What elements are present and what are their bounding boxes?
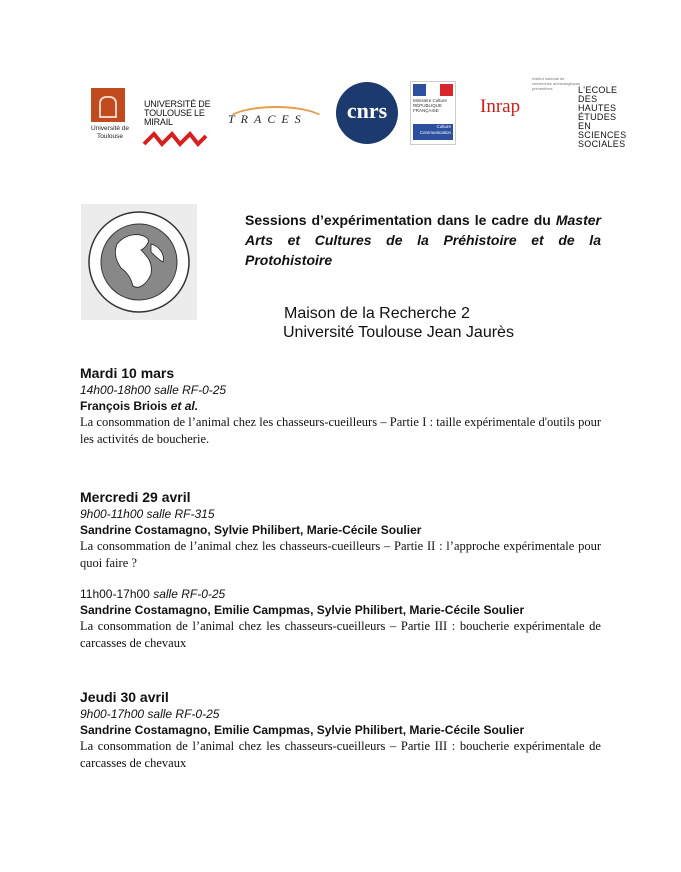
- title-master-name: Master Arts et Cultures de la Préhistoire et de la Protohistoire: [245, 212, 601, 268]
- session-day-block: [80, 364, 601, 448]
- session-description: La consommation de l’animal chez les chasseurs-cueilleurs – Partie III : boucherie expérimentale de carcasses de chevaux: [80, 739, 601, 770]
- ministere-culture-communication-label: Culture Communication: [413, 124, 453, 140]
- master-emblem-logo: [81, 204, 197, 320]
- cnrs-logo: [336, 82, 398, 144]
- session-slot-time: 11h00-17h00 salle RF-0-25: [80, 587, 226, 601]
- globe-icon: [81, 204, 197, 320]
- inrap-label: Inrap: [480, 96, 521, 117]
- session-slot-time: 9h00-11h00 salle RF-315: [80, 507, 215, 521]
- ministere-culture-logo: [410, 81, 456, 145]
- universite-le-mirail-label: UNIVERSITÉ DE TOULOUSE LE MIRAIL: [144, 99, 211, 127]
- session-day-title: Mardi 10 mars: [80, 365, 175, 381]
- ehess-label: L'ECOLE DES HAUTES ÉTUDES EN SCIENCES SOCIALES: [578, 85, 627, 149]
- session-description: La consommation de l’animal chez les chasseurs-cueilleurs – Partie III : boucherie expérimentale de carcasses de chevaux: [80, 619, 601, 650]
- traces-logo: [224, 100, 326, 144]
- universite-de-toulouse-logo: [88, 86, 128, 148]
- partner-logos: [84, 76, 627, 150]
- venue-building: Maison de la Recherche 2: [284, 305, 470, 322]
- ehess-logo: [578, 85, 627, 149]
- universite-de-toulouse-emblem-icon: [91, 88, 125, 122]
- title-prefix: Sessions d’expérimentation dans le cadre du: [245, 212, 556, 228]
- venue: [284, 304, 514, 342]
- inrap-logo: [478, 76, 581, 130]
- mirail-zigzag-icon: [142, 130, 208, 148]
- universite-le-mirail-logo: [142, 100, 220, 148]
- universite-de-toulouse-label: Université de Toulouse: [91, 125, 129, 140]
- session-authors: Sandrine Costamagno, Sylvie Philibert, Marie-Cécile Soulier: [80, 523, 422, 537]
- session-slot-time: 14h00-18h00 salle RF-0-25: [80, 383, 227, 397]
- session-authors: François Briois et al.: [80, 399, 199, 413]
- traces-label: TRACES: [228, 112, 307, 126]
- session-list: [80, 364, 601, 772]
- session-day-title: Mercredi 29 avril: [80, 489, 191, 505]
- session-authors: Sandrine Costamagno, Emilie Campmas, Sylvie Philibert, Marie-Cécile Soulier: [80, 723, 525, 737]
- session-authors: Sandrine Costamagno, Emilie Campmas, Sylvie Philibert, Marie-Cécile Soulier: [80, 603, 525, 617]
- cnrs-label: cnrs: [346, 98, 388, 123]
- session-day-block: [80, 488, 601, 652]
- ministere-label: Ministère Culture RÉPUBLIQUE FRANÇAISE: [413, 98, 448, 113]
- session-description: La consommation de l’animal chez les chasseurs-cueilleurs – Partie II : l’approche expérimentale pour quoi faire ?: [80, 539, 601, 570]
- venue-university: Université Toulouse Jean Jaurès: [283, 324, 514, 341]
- session-day-title: Jeudi 30 avril: [80, 689, 169, 705]
- french-flag-icon: [413, 84, 453, 96]
- inrap-subtitle: Institut national de recherches archéologiques préventives: [532, 76, 581, 91]
- session-description: La consommation de l’animal chez les chasseurs-cueilleurs – Partie I : taille expérimentale d'outils pour les activités de boucherie.: [80, 415, 601, 446]
- page-title: [245, 210, 601, 270]
- session-slot-time: 9h00-17h00 salle RF-0-25: [80, 707, 220, 721]
- session-day-block: [80, 688, 601, 772]
